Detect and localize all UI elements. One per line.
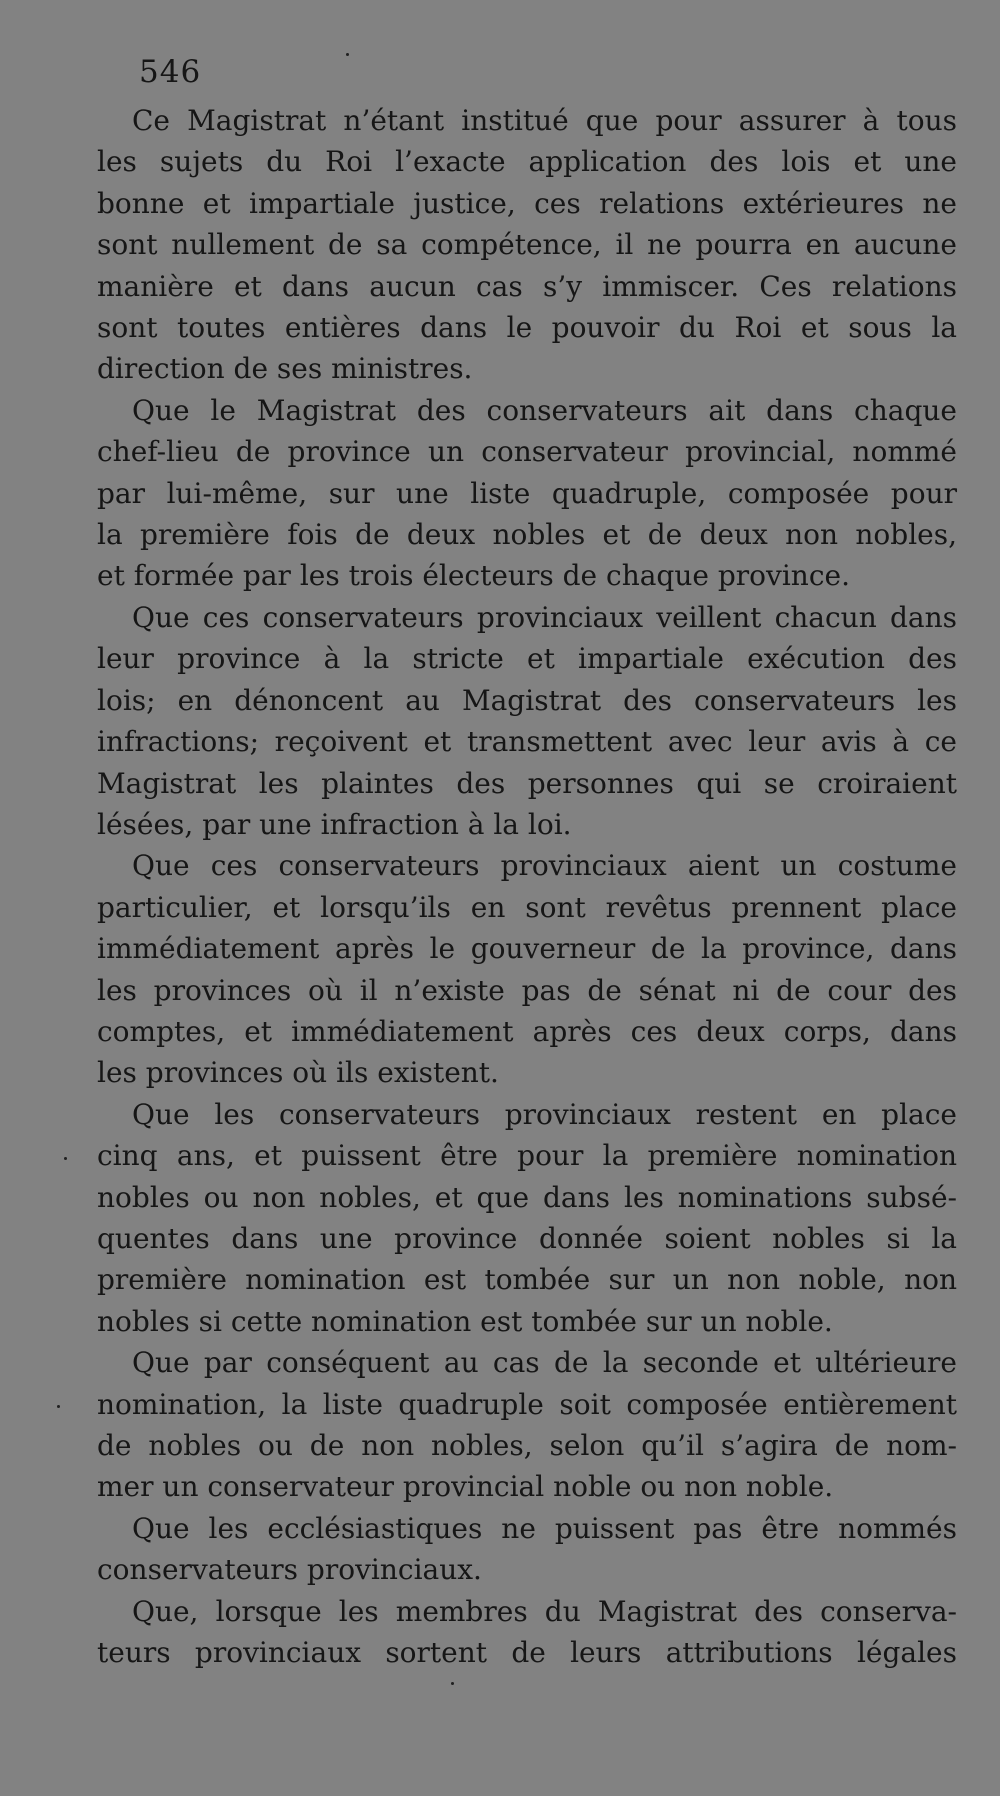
text-line: cinq ans, et puissent être pour la première nomination [97, 1139, 957, 1173]
text-line: chef-lieu de province un conservateur provincial, nommé [97, 435, 957, 469]
print-speck [64, 1157, 67, 1160]
text-line: particulier, et lorsqu’ils en sont revêtus prennent place [97, 890, 957, 924]
print-speck [451, 1682, 454, 1685]
print-speck [346, 53, 349, 56]
paragraph [97, 100, 957, 390]
text-line: conservateurs provinciaux. [97, 1553, 482, 1587]
text-line: nobles ou non nobles, et que dans les nominations subsé- [97, 1180, 957, 1214]
text-line: comptes, et immédiatement après ces deux corps, dans [97, 1014, 957, 1048]
text-line: Que, lorsque les membres du Magistrat des conserva- [132, 1594, 957, 1628]
text-line: quentes dans une province donnée soient nobles si la [97, 1221, 957, 1255]
body-text [97, 100, 957, 1673]
text-line: teurs provinciaux sortent de leurs attributions légales [97, 1636, 957, 1670]
text-line: infractions; reçoivent et transmettent avec leur avis à ce [97, 725, 957, 759]
print-speck [57, 1405, 60, 1408]
text-line: Que les ecclésiastiques ne puissent pas être nommés [132, 1511, 957, 1545]
paragraph [97, 1094, 957, 1342]
text-line: les provinces où il n’existe pas de sénat ni de cour des [97, 973, 957, 1007]
text-line: lois; en dénoncent au Magistrat des conservateurs les [97, 683, 957, 717]
paragraph [97, 390, 957, 597]
text-line: les sujets du Roi l’exacte application des lois et une [97, 145, 957, 179]
text-line: première nomination est tombée sur un non noble, non [97, 1263, 957, 1297]
text-line: bonne et impartiale justice, ces relations extérieures ne [97, 186, 957, 220]
text-line: direction de ses ministres. [97, 352, 473, 386]
text-line: nobles si cette nomination est tombée sur un noble. [97, 1304, 833, 1338]
text-line: par lui-même, sur une liste quadruple, composée pour [97, 476, 957, 510]
text-line: Magistrat les plaintes des personnes qui se croiraient [97, 766, 957, 800]
text-line: Que le Magistrat des conservateurs ait dans chaque [132, 393, 957, 427]
text-line: de nobles ou de non nobles, selon qu’il s’agira de nom- [97, 1429, 957, 1462]
text-line: mer un conservateur provincial noble ou non noble. [97, 1470, 834, 1504]
paragraph [97, 597, 957, 845]
text-line: Que ces conservateurs provinciaux aient un costume [132, 849, 957, 883]
text-line: nomination, la liste quadruple soit composée entièrement [97, 1387, 957, 1421]
text-line: sont nullement de sa compétence, il ne pourra en aucune [97, 228, 957, 262]
paragraph [97, 845, 957, 1093]
text-line: les provinces où ils existent. [97, 1056, 499, 1090]
text-line: Ce Magistrat n’étant institué que pour assurer à tous [132, 104, 957, 137]
text-line: lésées, par une infraction à la loi. [97, 807, 572, 841]
text-line: la première fois de deux nobles et de deux non nobles, [97, 518, 957, 552]
page-number: 546 [139, 54, 202, 90]
paragraph [97, 1342, 957, 1508]
text-line: leur province à la stricte et impartiale exécution des [97, 642, 957, 676]
paragraph [97, 1591, 957, 1674]
text-line: Que les conservateurs provinciaux restent en place [132, 1097, 957, 1131]
text-line: immédiatement après le gouverneur de la province, dans [97, 932, 957, 966]
text-line: et formée par les trois électeurs de chaque province. [97, 559, 850, 593]
text-line: manière et dans aucun cas s’y immiscer. Ces relations [97, 269, 957, 303]
text-line: Que par conséquent au cas de la seconde et ultérieure [132, 1346, 957, 1380]
paragraph [97, 1508, 957, 1591]
text-line: sont toutes entières dans le pouvoir du Roi et sous la [97, 311, 957, 345]
text-line: Que ces conservateurs provinciaux veillent chacun dans [132, 600, 957, 634]
